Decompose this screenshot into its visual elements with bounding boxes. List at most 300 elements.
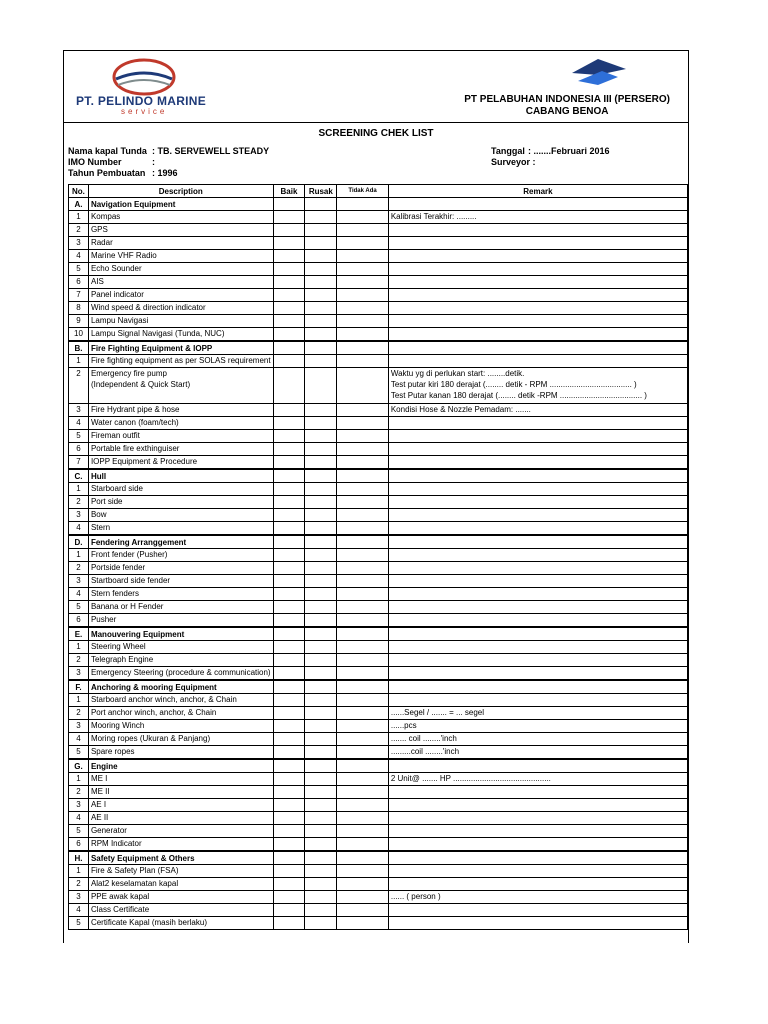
check-cell[interactable] <box>337 417 389 430</box>
row-number: 5 <box>69 430 89 443</box>
section-row <box>69 680 688 694</box>
check-cell[interactable] <box>273 276 305 289</box>
row-number: 3 <box>69 575 89 588</box>
check-cell[interactable] <box>337 404 389 417</box>
check-cell[interactable] <box>273 302 305 315</box>
check-cell[interactable] <box>337 641 389 654</box>
check-cell[interactable] <box>337 733 389 746</box>
check-cell[interactable] <box>273 430 305 443</box>
check-cell[interactable] <box>305 328 337 342</box>
check-cell[interactable] <box>273 694 305 707</box>
description-text: Fire fighting equipment as per SOLAS requirement <box>90 356 271 365</box>
description-text: Radar <box>90 238 113 247</box>
row-number: 1 <box>69 355 89 368</box>
check-cell[interactable] <box>273 641 305 654</box>
check-cell[interactable] <box>305 250 337 263</box>
description-text: Port anchor winch, anchor, & Chain <box>90 708 217 717</box>
check-cell[interactable] <box>337 211 389 224</box>
row-remark[interactable] <box>388 707 687 720</box>
check-cell[interactable] <box>305 404 337 417</box>
table-row <box>69 733 688 746</box>
check-cell[interactable] <box>305 878 337 891</box>
description-text: Starboard side <box>90 484 143 493</box>
row-remark[interactable] <box>388 588 687 601</box>
check-cell[interactable] <box>273 904 305 917</box>
row-remark[interactable] <box>388 224 687 237</box>
check-cell[interactable] <box>273 469 305 483</box>
check-cell[interactable] <box>305 417 337 430</box>
table-row <box>69 838 688 852</box>
section-row <box>69 627 688 641</box>
check-cell[interactable] <box>273 667 305 681</box>
row-remark[interactable] <box>388 509 687 522</box>
check-cell[interactable] <box>273 224 305 237</box>
row-description <box>88 667 273 681</box>
check-cell[interactable] <box>273 601 305 614</box>
check-cell[interactable] <box>273 289 305 302</box>
description-text-2: (Independent & Quick Start) <box>90 380 191 389</box>
description-text: Fireman outfit <box>90 431 140 440</box>
row-remark[interactable] <box>388 917 687 930</box>
description-text: Pusher <box>90 615 117 624</box>
row-description <box>88 746 273 760</box>
table-row <box>69 302 688 315</box>
row-remark[interactable] <box>388 733 687 746</box>
table-row <box>69 746 688 760</box>
check-cell[interactable] <box>273 917 305 930</box>
check-cell[interactable] <box>305 786 337 799</box>
remark-cell[interactable] <box>388 759 687 773</box>
description-text: Lampu Signal Navigasi (Tunda, NUC) <box>90 329 225 338</box>
check-cell[interactable] <box>337 456 389 470</box>
row-number: 1 <box>69 694 89 707</box>
check-cell[interactable] <box>305 799 337 812</box>
check-cell[interactable] <box>273 865 305 878</box>
row-remark[interactable] <box>388 355 687 368</box>
row-remark[interactable] <box>388 368 687 404</box>
remark-cell[interactable] <box>388 627 687 641</box>
check-cell[interactable] <box>305 509 337 522</box>
check-cell[interactable] <box>273 878 305 891</box>
row-remark[interactable] <box>388 641 687 654</box>
table-row <box>69 483 688 496</box>
check-cell[interactable] <box>337 825 389 838</box>
check-cell[interactable] <box>337 812 389 825</box>
row-remark[interactable] <box>388 496 687 509</box>
table-row <box>69 825 688 838</box>
remark-cell[interactable] <box>388 680 687 694</box>
row-remark[interactable] <box>388 786 687 799</box>
check-cell[interactable] <box>273 588 305 601</box>
check-cell[interactable] <box>305 838 337 852</box>
check-cell[interactable] <box>337 917 389 930</box>
row-description <box>88 865 273 878</box>
description-text: Banana or H Fender <box>90 602 164 611</box>
row-number: 5 <box>69 917 89 930</box>
check-cell[interactable] <box>337 250 389 263</box>
table-row <box>69 549 688 562</box>
table-row <box>69 786 688 799</box>
row-number: 4 <box>69 522 89 536</box>
check-cell[interactable] <box>337 627 389 641</box>
check-cell[interactable] <box>273 799 305 812</box>
year-value: : 1996 <box>152 168 178 178</box>
check-cell[interactable] <box>305 812 337 825</box>
check-cell[interactable] <box>273 720 305 733</box>
check-cell[interactable] <box>337 694 389 707</box>
check-cell[interactable] <box>273 825 305 838</box>
col-header-no: No. <box>69 185 89 198</box>
check-cell[interactable] <box>337 509 389 522</box>
check-cell[interactable] <box>273 575 305 588</box>
check-cell[interactable] <box>273 211 305 224</box>
check-cell[interactable] <box>337 549 389 562</box>
row-remark[interactable] <box>388 328 687 342</box>
row-description <box>88 614 273 628</box>
check-cell[interactable] <box>305 355 337 368</box>
check-cell[interactable] <box>337 891 389 904</box>
check-cell[interactable] <box>337 224 389 237</box>
check-cell[interactable] <box>305 549 337 562</box>
row-description <box>88 522 273 536</box>
check-cell[interactable] <box>337 562 389 575</box>
check-cell[interactable] <box>305 759 337 773</box>
row-number: 2 <box>69 368 89 404</box>
section-code: H. <box>69 851 89 865</box>
check-cell[interactable] <box>273 773 305 786</box>
row-description <box>88 430 273 443</box>
row-number: 4 <box>69 588 89 601</box>
row-remark[interactable] <box>388 865 687 878</box>
row-remark[interactable] <box>388 404 687 417</box>
table-row <box>69 315 688 328</box>
imo-label: IMO Number <box>68 157 122 167</box>
year-label: Tahun Pembuatan <box>68 168 146 178</box>
check-cell[interactable] <box>305 904 337 917</box>
row-description <box>88 773 273 786</box>
check-cell[interactable] <box>273 707 305 720</box>
check-cell[interactable] <box>337 838 389 852</box>
row-remark[interactable] <box>388 694 687 707</box>
remark-cell[interactable] <box>388 469 687 483</box>
check-cell[interactable] <box>305 198 337 211</box>
check-cell[interactable] <box>305 443 337 456</box>
row-description <box>88 456 273 470</box>
remark-cell[interactable] <box>388 341 687 355</box>
check-cell[interactable] <box>305 601 337 614</box>
logo-subtitle: service <box>121 107 168 116</box>
check-cell[interactable] <box>305 276 337 289</box>
check-cell[interactable] <box>273 535 305 549</box>
check-cell[interactable] <box>305 263 337 276</box>
check-cell[interactable] <box>273 250 305 263</box>
row-remark[interactable] <box>388 483 687 496</box>
remark-cell[interactable] <box>388 198 687 211</box>
check-cell[interactable] <box>337 601 389 614</box>
description-text: ME II <box>90 787 110 796</box>
check-cell[interactable] <box>305 773 337 786</box>
check-cell[interactable] <box>337 496 389 509</box>
check-cell[interactable] <box>305 562 337 575</box>
check-cell[interactable] <box>273 355 305 368</box>
description-text: Spare ropes <box>90 747 135 756</box>
check-cell[interactable] <box>337 198 389 211</box>
row-number: 2 <box>69 562 89 575</box>
check-cell[interactable] <box>273 562 305 575</box>
check-cell[interactable] <box>305 825 337 838</box>
check-cell[interactable] <box>273 237 305 250</box>
check-cell[interactable] <box>273 315 305 328</box>
check-cell[interactable] <box>337 878 389 891</box>
check-cell[interactable] <box>305 733 337 746</box>
check-cell[interactable] <box>305 575 337 588</box>
check-cell[interactable] <box>305 211 337 224</box>
check-cell[interactable] <box>337 368 389 404</box>
check-cell[interactable] <box>337 865 389 878</box>
remark-cell[interactable] <box>388 851 687 865</box>
row-remark[interactable] <box>388 812 687 825</box>
check-cell[interactable] <box>305 707 337 720</box>
row-remark[interactable] <box>388 720 687 733</box>
check-cell[interactable] <box>273 851 305 865</box>
check-cell[interactable] <box>273 746 305 760</box>
check-cell[interactable] <box>273 341 305 355</box>
check-cell[interactable] <box>305 496 337 509</box>
check-cell[interactable] <box>273 680 305 694</box>
row-remark[interactable] <box>388 522 687 536</box>
row-remark[interactable] <box>388 825 687 838</box>
check-cell[interactable] <box>305 865 337 878</box>
description-text: Port side <box>90 497 123 506</box>
check-cell[interactable] <box>337 522 389 536</box>
row-description <box>88 878 273 891</box>
row-remark[interactable] <box>388 263 687 276</box>
row-remark[interactable] <box>388 799 687 812</box>
check-cell[interactable] <box>305 224 337 237</box>
check-cell[interactable] <box>305 289 337 302</box>
row-number: 4 <box>69 904 89 917</box>
row-remark[interactable] <box>388 443 687 456</box>
row-remark[interactable] <box>388 250 687 263</box>
row-number: 8 <box>69 302 89 315</box>
check-cell[interactable] <box>273 759 305 773</box>
row-remark[interactable] <box>388 417 687 430</box>
check-cell[interactable] <box>273 838 305 852</box>
table-row <box>69 812 688 825</box>
check-cell[interactable] <box>337 315 389 328</box>
checklist-table <box>68 184 688 930</box>
check-cell[interactable] <box>273 263 305 276</box>
check-cell[interactable] <box>273 328 305 342</box>
description-text: Certificate Kapal (masih berlaku) <box>90 918 207 927</box>
row-description <box>88 250 273 263</box>
row-description <box>88 904 273 917</box>
row-number: 2 <box>69 496 89 509</box>
check-cell[interactable] <box>273 614 305 628</box>
row-remark[interactable] <box>388 838 687 852</box>
check-cell[interactable] <box>337 483 389 496</box>
check-cell[interactable] <box>305 667 337 681</box>
check-cell[interactable] <box>337 799 389 812</box>
remark-cell[interactable] <box>388 535 687 549</box>
row-number: 3 <box>69 509 89 522</box>
check-cell[interactable] <box>273 509 305 522</box>
check-cell[interactable] <box>273 654 305 667</box>
table-row <box>69 720 688 733</box>
check-cell[interactable] <box>305 851 337 865</box>
section-row <box>69 341 688 355</box>
check-cell[interactable] <box>337 851 389 865</box>
check-cell[interactable] <box>305 315 337 328</box>
row-remark[interactable] <box>388 601 687 614</box>
row-remark[interactable] <box>388 575 687 588</box>
check-cell[interactable] <box>305 522 337 536</box>
check-cell[interactable] <box>273 456 305 470</box>
check-cell[interactable] <box>305 469 337 483</box>
check-cell[interactable] <box>305 694 337 707</box>
row-remark[interactable] <box>388 614 687 628</box>
row-remark[interactable] <box>388 891 687 904</box>
row-remark[interactable] <box>388 430 687 443</box>
check-cell[interactable] <box>337 263 389 276</box>
check-cell[interactable] <box>273 891 305 904</box>
check-cell[interactable] <box>337 289 389 302</box>
row-remark[interactable] <box>388 315 687 328</box>
section-code: D. <box>69 535 89 549</box>
check-cell[interactable] <box>305 341 337 355</box>
check-cell[interactable] <box>305 614 337 628</box>
check-cell[interactable] <box>337 746 389 760</box>
check-cell[interactable] <box>337 588 389 601</box>
check-cell[interactable] <box>337 535 389 549</box>
check-cell[interactable] <box>337 355 389 368</box>
check-cell[interactable] <box>305 654 337 667</box>
check-cell[interactable] <box>337 720 389 733</box>
row-number: 7 <box>69 456 89 470</box>
check-cell[interactable] <box>337 680 389 694</box>
check-cell[interactable] <box>273 812 305 825</box>
check-cell[interactable] <box>273 443 305 456</box>
check-cell[interactable] <box>305 302 337 315</box>
row-description <box>88 733 273 746</box>
row-remark[interactable] <box>388 773 687 786</box>
check-cell[interactable] <box>273 522 305 536</box>
row-remark[interactable] <box>388 549 687 562</box>
table-row <box>69 614 688 628</box>
check-cell[interactable] <box>337 614 389 628</box>
row-description <box>88 891 273 904</box>
check-cell[interactable] <box>305 627 337 641</box>
row-remark[interactable] <box>388 746 687 760</box>
remark-text: ......pcs <box>390 721 417 730</box>
check-cell[interactable] <box>337 341 389 355</box>
check-cell[interactable] <box>305 641 337 654</box>
check-cell[interactable] <box>337 575 389 588</box>
description-text: Class Certificate <box>90 905 150 914</box>
check-cell[interactable] <box>337 276 389 289</box>
check-cell[interactable] <box>273 786 305 799</box>
check-cell[interactable] <box>273 198 305 211</box>
row-number: 4 <box>69 250 89 263</box>
section-title: Navigation Equipment <box>88 198 273 211</box>
ship-info <box>68 146 269 179</box>
check-cell[interactable] <box>273 483 305 496</box>
check-cell[interactable] <box>273 627 305 641</box>
check-cell[interactable] <box>337 469 389 483</box>
check-cell[interactable] <box>337 707 389 720</box>
check-cell[interactable] <box>305 588 337 601</box>
check-cell[interactable] <box>273 368 305 404</box>
check-cell[interactable] <box>337 904 389 917</box>
document-header <box>64 51 688 123</box>
check-cell[interactable] <box>305 720 337 733</box>
date-label: Tanggal <box>491 146 525 156</box>
row-remark[interactable] <box>388 878 687 891</box>
check-cell[interactable] <box>337 786 389 799</box>
table-row <box>69 443 688 456</box>
description-text: Telegraph Engine <box>90 655 154 664</box>
col-header-rusak: Rusak <box>305 185 337 198</box>
check-cell[interactable] <box>273 733 305 746</box>
row-description <box>88 799 273 812</box>
check-cell[interactable] <box>337 328 389 342</box>
check-cell[interactable] <box>337 759 389 773</box>
check-cell[interactable] <box>305 430 337 443</box>
check-cell[interactable] <box>273 549 305 562</box>
check-cell[interactable] <box>337 773 389 786</box>
check-cell[interactable] <box>305 456 337 470</box>
check-cell[interactable] <box>273 496 305 509</box>
row-remark[interactable] <box>388 667 687 681</box>
remark-text: ......Segel / ....... = ... segel <box>390 708 484 717</box>
check-cell[interactable] <box>305 483 337 496</box>
check-cell[interactable] <box>337 430 389 443</box>
row-remark[interactable] <box>388 456 687 470</box>
check-cell[interactable] <box>305 891 337 904</box>
table-row <box>69 211 688 224</box>
check-cell[interactable] <box>337 654 389 667</box>
check-cell[interactable] <box>273 417 305 430</box>
col-header-tidak-ada: Tidak Ada <box>337 185 389 198</box>
check-cell[interactable] <box>305 237 337 250</box>
row-description <box>88 562 273 575</box>
row-remark[interactable] <box>388 237 687 250</box>
row-remark[interactable] <box>388 289 687 302</box>
row-remark[interactable] <box>388 302 687 315</box>
check-cell[interactable] <box>305 368 337 404</box>
check-cell[interactable] <box>305 746 337 760</box>
check-cell[interactable] <box>337 302 389 315</box>
row-number: 1 <box>69 549 89 562</box>
check-cell[interactable] <box>273 404 305 417</box>
row-number: 2 <box>69 654 89 667</box>
row-remark[interactable] <box>388 211 687 224</box>
description-text: Portside fender <box>90 563 146 572</box>
check-cell[interactable] <box>337 443 389 456</box>
check-cell[interactable] <box>305 535 337 549</box>
check-cell[interactable] <box>305 917 337 930</box>
check-cell[interactable] <box>337 237 389 250</box>
row-remark[interactable] <box>388 276 687 289</box>
check-cell[interactable] <box>337 667 389 681</box>
row-remark[interactable] <box>388 654 687 667</box>
check-cell[interactable] <box>305 680 337 694</box>
row-remark[interactable] <box>388 904 687 917</box>
section-code: E. <box>69 627 89 641</box>
description-text: Kompas <box>90 212 121 221</box>
row-remark[interactable] <box>388 562 687 575</box>
description-text: Steering Wheel <box>90 642 146 651</box>
